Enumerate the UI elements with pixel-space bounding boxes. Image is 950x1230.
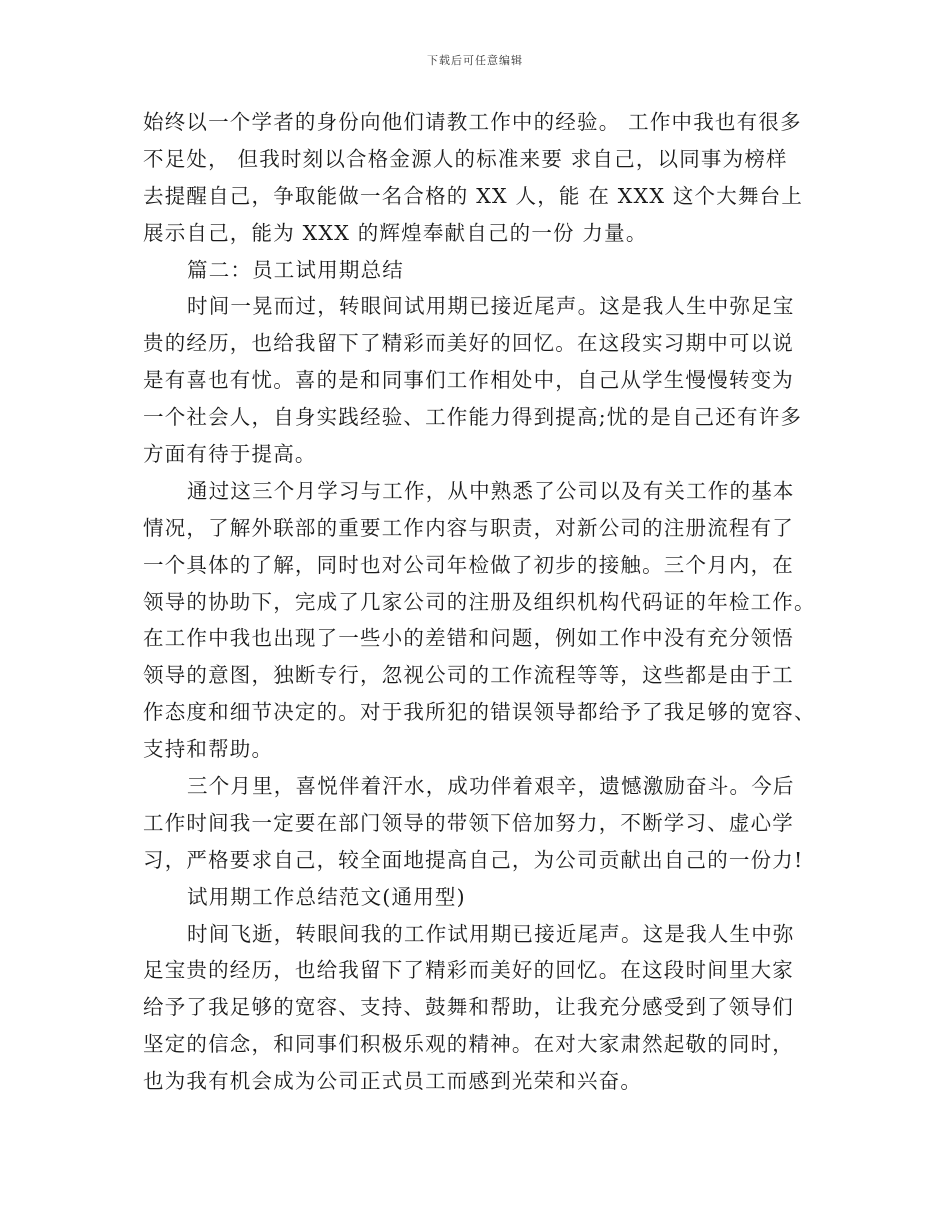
text-line: 去提醒自己，争取能做一名合格的 XX 人，能 在 XXX 这个大舞台上 xyxy=(143,183,804,208)
text-line: 支持和帮助。 xyxy=(143,737,274,762)
text-line: 通过这三个月学习与工作，从中熟悉了公司以及有关工作的基本 xyxy=(187,478,795,503)
text-line: 展示自己，能为 XXX 的辉煌奉献自己的一份 力量。 xyxy=(143,220,648,245)
text-line: 始终以一个学者的身份向他们请教工作中的经验。 工作中我也有很多 xyxy=(143,110,802,134)
text-line: 一个具体的了解，同时也对公司年检做了初步的接触。三个月内，在 xyxy=(143,552,794,577)
text-line: 坚定的信念，和同事们积极乐观的精神。在对大家肃然起敬的同时， xyxy=(143,1032,794,1057)
text-line: 是有喜也有忧。喜的是和同事们工作相处中，自己从学生慢慢转变为 xyxy=(143,368,794,393)
text-line: 方面有待于提高。 xyxy=(143,442,317,467)
text-line: 给予了我足够的宽容、支持、鼓舞和帮助，让我充分感受到了领导们 xyxy=(143,995,794,1020)
text-line: 在工作中我也出现了一些小的差错和问题，例如工作中没有充分领悟 xyxy=(143,626,794,651)
text-line: 工作时间我一定要在部门领导的带领下倍加努力，不断学习、虚心学 xyxy=(143,810,794,835)
text-line: 三个月里，喜悦伴着汗水，成功伴着艰辛，遗憾激励奋斗。今后 xyxy=(187,774,795,799)
document-body xyxy=(143,104,816,1100)
text-line: 情况，了解外联部的重要工作内容与职责，对新公司的注册流程有了 xyxy=(143,515,794,540)
text-line: 时间飞逝，转眼间我的工作试用期已接近尾声。这是我人生中弥 xyxy=(187,921,795,946)
page-header: 下载后可任意编辑 xyxy=(427,54,523,67)
text-line: 领导的协助下，完成了几家公司的注册及组织机构代码证的年检工作。 xyxy=(143,589,816,614)
text-line: 不足处， 但我时刻以合格金源人的标准来要 求自己，以同事为榜样 xyxy=(143,146,788,171)
text-line: 篇二：员工试用期总结 xyxy=(187,257,404,282)
text-line: 足宝贵的经历，也给我留下了精彩而美好的回忆。在这段时间里大家 xyxy=(143,958,794,983)
text-line: 也为我有机会成为公司正式员工而感到光荣和兴奋。 xyxy=(143,1069,643,1094)
text-line: 时间一晃而过，转眼间试用期已接近尾声。这是我人生中弥足宝 xyxy=(187,294,795,319)
text-line: 贵的经历，也给我留下了精彩而美好的回忆。在这段实习期中可以说 xyxy=(143,331,794,356)
text-line: 一个社会人，自身实践经验、工作能力得到提高;忧的是自己还有许多 xyxy=(143,405,803,430)
text-line: 领导的意图，独断专行，忽视公司的工作流程等等，这些都是由于工 xyxy=(143,663,794,688)
text-line: 作态度和细节决定的。对于我所犯的错误领导都给予了我足够的宽容、 xyxy=(143,700,816,725)
text-line: 习，严格要求自己，较全面地提高自己，为公司贡献出自己的一份力! xyxy=(143,847,804,872)
text-line: 试用期工作总结范文(通用型) xyxy=(187,884,466,909)
